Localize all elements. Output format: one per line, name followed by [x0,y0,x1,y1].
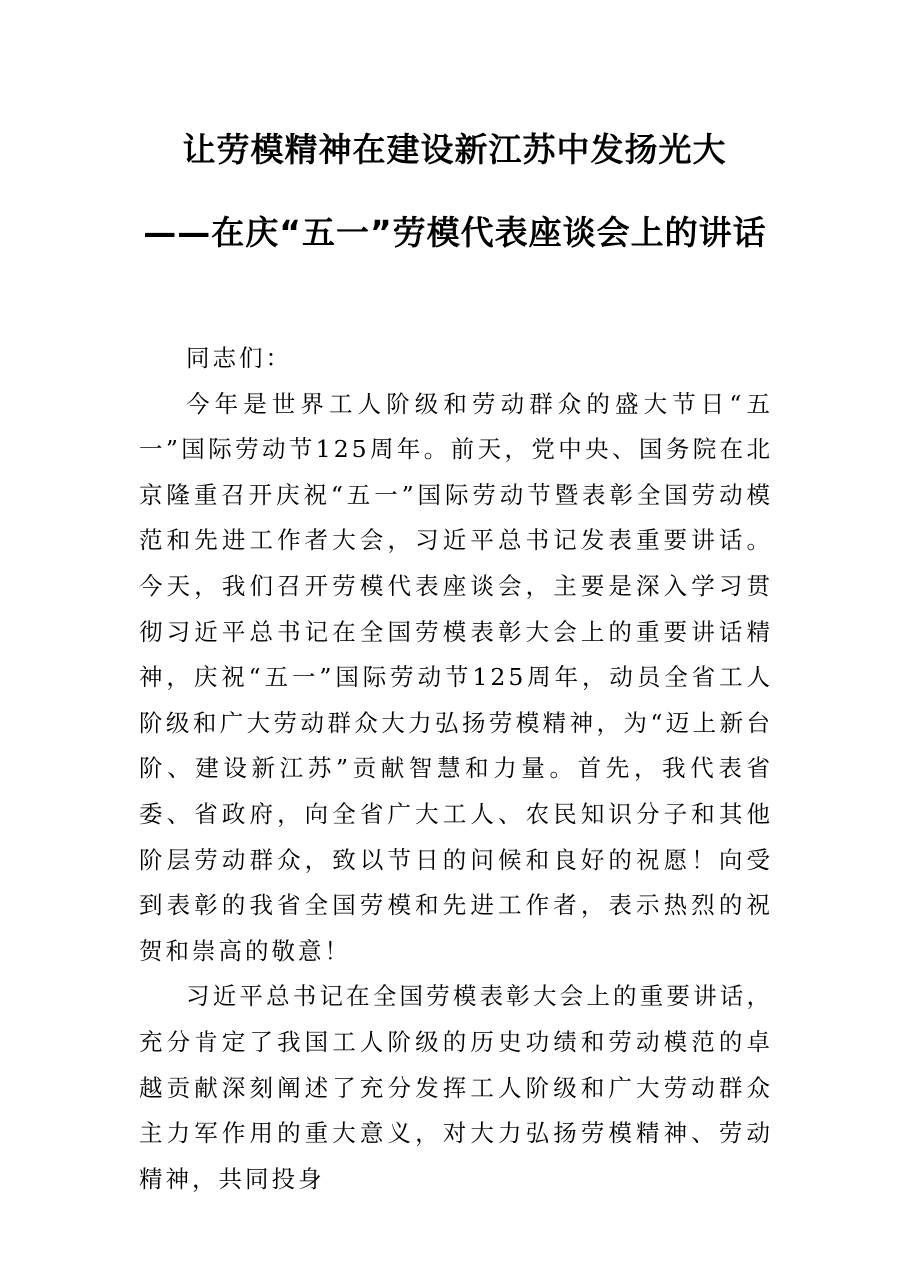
paragraph-2: 习近平总书记在全国劳模表彰大会上的重要讲话，充分肯定了我国工人阶级的历史功绩和劳动模范的卓越贡献深刻阐述了充分发挥工人阶级和广大劳动群众主力军作用的重大意义，对大力弘扬劳模精神、劳动精神，共同投身 [139,982,773,1193]
paragraph-1: 今年是世界工人阶级和劳动群众的盛大节日“五一”国际劳动节125周年。前天，党中央、国务院在北京隆重召开庆祝“五一”国际劳动节暨表彰全国劳动模范和先进工作者大会，习近平总书记发表重要讲话。今天，我们召开劳模代表座谈会，主要是深入学习贯彻习近平总书记在全国劳模表彰大会上的重要讲话精神，庆祝“五一”国际劳动节125周年，动员全省工人阶级和广大劳动群众大力弘扬劳模精神，为“迈上新台阶、建设新江苏”贡献智慧和力量。首先，我代表省委、省政府，向全省广大工人、农民知识分子和其他阶层劳动群众，致以节日的问候和良好的祝愿！向受到表彰的我省全国劳模和先进工作者，表示热烈的祝贺和崇高的敬意！ [139,389,773,965]
document-title: 让劳模精神在建设新江苏中发扬光大 [182,130,727,169]
greeting: 同志们： [186,344,292,372]
document-subtitle: ——在庆“五一”劳模代表座谈会上的讲话 [143,213,767,252]
document-body [139,336,773,1202]
